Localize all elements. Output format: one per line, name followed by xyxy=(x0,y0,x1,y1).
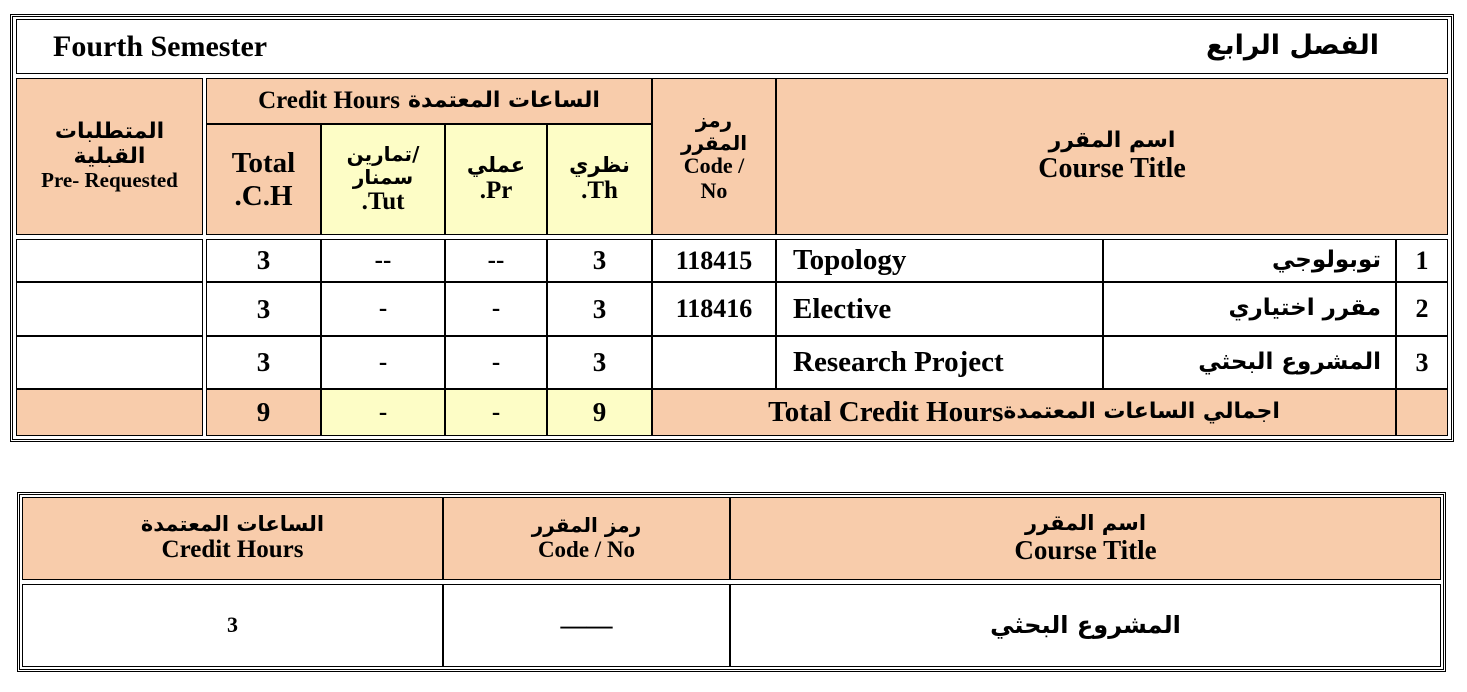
row1-name-ar: توبولوجي xyxy=(1103,239,1396,282)
row2-total: 3 xyxy=(206,282,321,336)
total-row-pr: - xyxy=(445,389,547,436)
row2-name-en: Elective xyxy=(776,282,1103,336)
course-title-label-en: Course Title xyxy=(1038,153,1186,185)
t2-credit-label-en: Credit Hours xyxy=(161,536,304,564)
header-credit-hours-group xyxy=(206,78,652,124)
credit-group-en: Credit Hours xyxy=(258,87,400,114)
t2-credit-value: 3 xyxy=(22,584,443,667)
t2-title-label-en: Course Title xyxy=(1014,535,1157,566)
credit-group-ar: الساعات المعتمدة xyxy=(408,87,600,113)
header-course-title xyxy=(776,78,1448,235)
code-label-en-2: No xyxy=(700,177,728,203)
row2-tut: - xyxy=(321,282,445,336)
total-row-number xyxy=(1396,389,1448,436)
code-label-ar-1: رمز xyxy=(695,108,733,133)
semester-title-bar xyxy=(16,19,1448,74)
tut-label-en: .Tut xyxy=(361,187,405,215)
t2-header-code xyxy=(443,497,730,580)
t2-header-credit-hours xyxy=(22,497,443,580)
row3-number: 3 xyxy=(1396,336,1448,389)
row3-code xyxy=(652,336,776,389)
prereq-label-en: Pre- Requested xyxy=(41,168,178,193)
row1-th: 3 xyxy=(547,239,652,282)
row3-pr: - xyxy=(445,336,547,389)
total-row-total: 9 xyxy=(206,389,321,436)
total-label-ar: اجمالي الساعات المعتمدة xyxy=(1003,399,1280,425)
row1-tut: -- xyxy=(321,239,445,282)
course-title-label-ar: اسم المقرر xyxy=(1048,127,1176,153)
row2-code: 118416 xyxy=(652,282,776,336)
row3-tut: - xyxy=(321,336,445,389)
row1-name-en: Topology xyxy=(776,239,1103,282)
semester-title-ar: الفصل الرابع xyxy=(1206,30,1379,62)
row2-pr: - xyxy=(445,282,547,336)
t2-code-value: —— xyxy=(443,584,730,667)
th-label-ar: نظري xyxy=(569,152,630,177)
row3-name-en: Research Project xyxy=(776,336,1103,389)
t2-header-course-title xyxy=(730,497,1441,580)
tut-label-ar-1: تمارين/ xyxy=(346,142,420,167)
t2-title-label-ar: اسم المقرر xyxy=(1024,510,1147,535)
total-row-th: 9 xyxy=(547,389,652,436)
row1-total: 3 xyxy=(206,239,321,282)
row2-name-ar: مقرر اختياري xyxy=(1103,282,1396,336)
semester-title-en: Fourth Semester xyxy=(53,29,268,63)
th-label-en: .Th xyxy=(581,177,618,205)
total-label-en: Total Credit Hours xyxy=(768,396,1004,429)
row2-number: 2 xyxy=(1396,282,1448,336)
prereq-label-ar-1: المتطلبات xyxy=(54,119,165,145)
row3-prereq xyxy=(16,336,203,389)
row3-name-ar: المشروع البحثي xyxy=(1103,336,1396,389)
pr-label-en: .Pr xyxy=(479,177,513,205)
pr-label-ar: عملي xyxy=(466,152,526,177)
row1-pr: -- xyxy=(445,239,547,282)
row1-prereq xyxy=(16,239,203,282)
row2-prereq xyxy=(16,282,203,336)
t2-course-title-value: المشروع البحثي xyxy=(730,584,1441,667)
row3-total: 3 xyxy=(206,336,321,389)
code-label-ar-2: المقرر xyxy=(680,130,748,155)
t2-credit-label-ar: الساعات المعتمدة xyxy=(140,511,325,536)
header-theory xyxy=(547,124,652,235)
total-row-label xyxy=(652,389,1396,436)
total-label-1: Total xyxy=(231,147,296,180)
header-tutorial xyxy=(321,124,445,235)
row3-th: 3 xyxy=(547,336,652,389)
t2-code-label-ar: رمز المقرر xyxy=(531,513,642,538)
total-row-prereq xyxy=(16,389,203,436)
header-total xyxy=(206,124,321,235)
header-practical xyxy=(445,124,547,235)
total-label-2: .C.H xyxy=(234,179,293,212)
row2-th: 3 xyxy=(547,282,652,336)
code-label-en-1: Code / xyxy=(683,153,745,179)
row1-number: 1 xyxy=(1396,239,1448,282)
prereq-label-ar-2: القبلية xyxy=(73,143,146,169)
header-prerequisites xyxy=(16,78,203,235)
tut-label-ar-2: سمنار xyxy=(352,164,414,189)
t2-code-label-en: Code / No xyxy=(537,536,636,562)
row1-code: 118415 xyxy=(652,239,776,282)
header-code xyxy=(652,78,776,235)
total-row-tut: - xyxy=(321,389,445,436)
